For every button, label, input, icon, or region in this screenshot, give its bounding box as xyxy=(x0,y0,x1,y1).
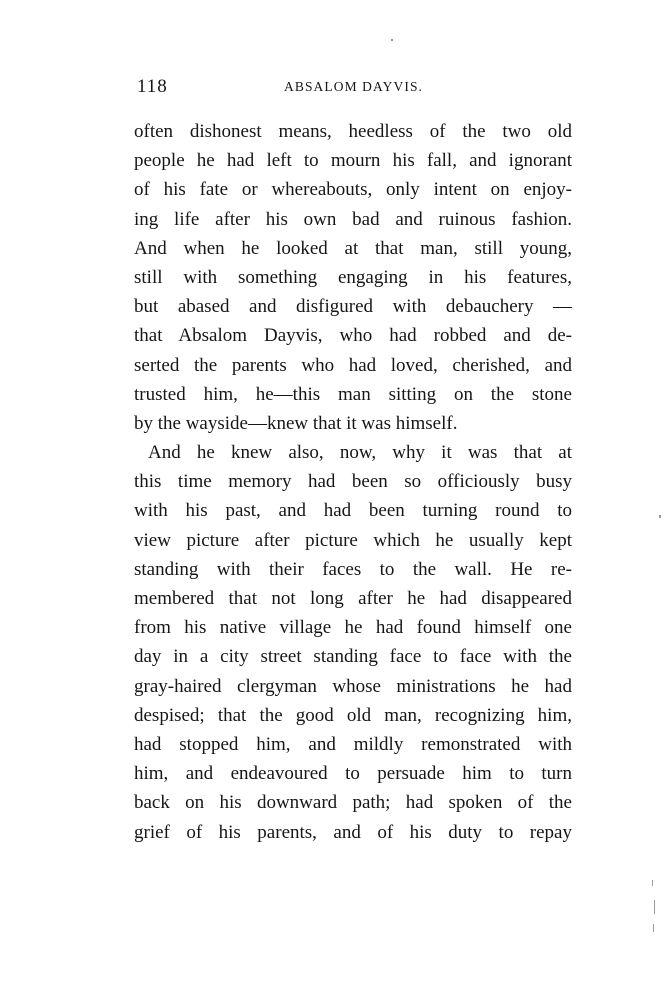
text-line: day in a city street standing face to face with the xyxy=(134,646,572,668)
text-line: but abased and disfigured with debauchery — xyxy=(134,296,572,318)
text-line: And when he looked at that man, still young, xyxy=(134,237,572,259)
text-line: trusted him, he—this man sitting on the stone xyxy=(134,383,572,405)
page-header xyxy=(134,76,572,104)
text-line: people he had left to mourn his fall, and ignorant xyxy=(134,150,572,172)
text-line: often dishonest means, heedless of the two old xyxy=(134,121,572,142)
text-line: And he knew also, now, why it was that at xyxy=(148,442,572,464)
text-line: still with something engaging in his features, xyxy=(134,266,572,288)
text-line: him, and endeavoured to persuade him to turn xyxy=(134,763,572,785)
scan-speck xyxy=(653,924,654,932)
text-line: back on his downward path; had spoken of the xyxy=(134,792,572,814)
body-text xyxy=(134,117,572,847)
page-number: 118 xyxy=(137,76,168,97)
text-line: view picture after picture which he usually kept xyxy=(134,529,572,551)
text-line: despised; that the good old man, recognizing him, xyxy=(134,704,572,726)
scan-speck xyxy=(659,515,661,518)
scan-speck xyxy=(652,880,653,886)
text-line: of his fate or whereabouts, only intent on enjoy- xyxy=(134,179,572,201)
paragraph xyxy=(134,438,572,847)
text-line: that Absalom Dayvis, who had robbed and de- xyxy=(134,325,572,347)
text-line: from his native village he had found himself one xyxy=(134,617,572,639)
text-line: standing with their faces to the wall. He re- xyxy=(134,558,572,580)
running-head: ABSALOM DAYVIS. xyxy=(284,79,424,94)
text-line: ing life after his own bad and ruinous fashion. xyxy=(134,208,572,230)
text-line: membered that not long after he had disappeared xyxy=(134,588,572,609)
text-line: gray-haired clergyman whose ministrations he had xyxy=(134,675,572,697)
scan-speck xyxy=(391,39,393,41)
text-line: this time memory had been so officiously busy xyxy=(134,471,572,493)
scan-speck xyxy=(654,900,655,914)
paragraph xyxy=(134,117,572,438)
text-line: with his past, and had been turning round to xyxy=(134,500,572,522)
text-line: grief of his parents, and of his duty to repay xyxy=(134,821,572,843)
text-line: serted the parents who had loved, cherished, and xyxy=(134,354,572,376)
text-line: had stopped him, and mildly remonstrated with xyxy=(134,733,572,755)
text-line: by the wayside—knew that it was himself. xyxy=(134,412,458,434)
